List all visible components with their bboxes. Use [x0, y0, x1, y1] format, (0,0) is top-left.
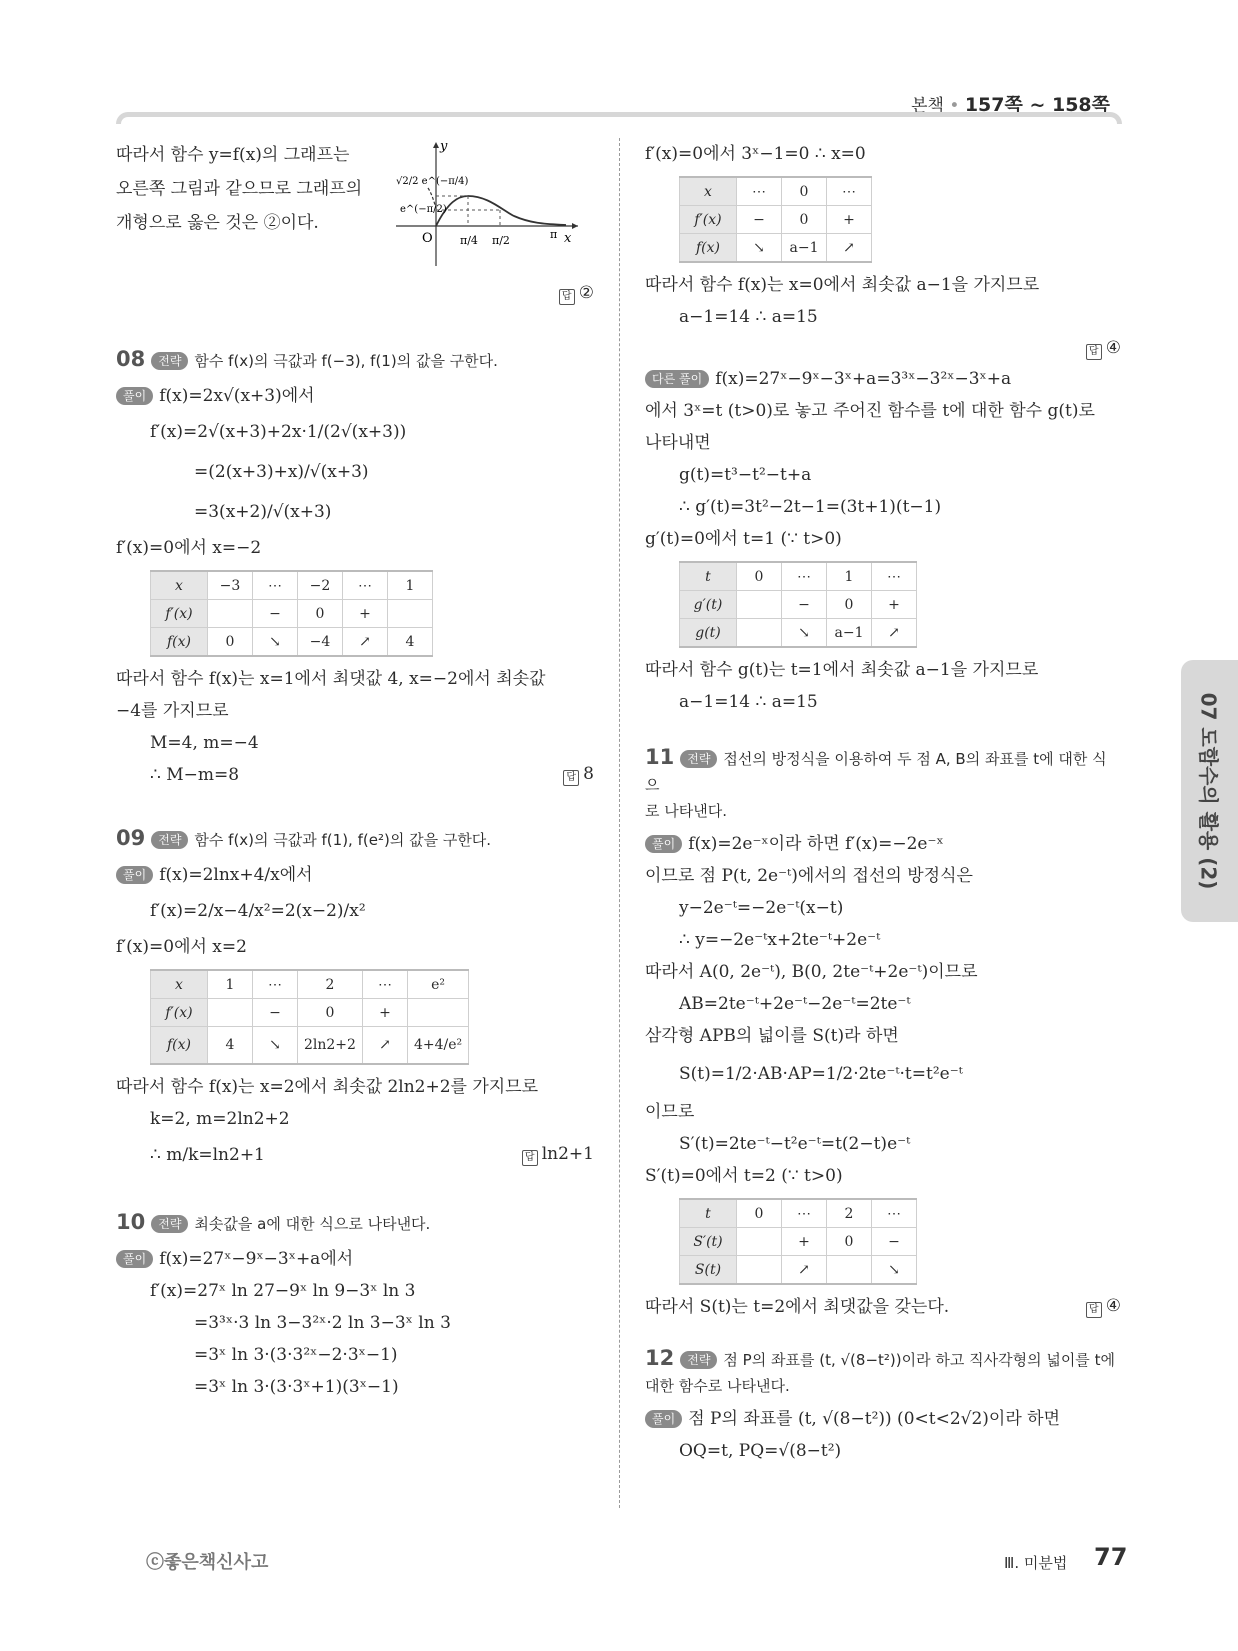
alt-solution-tag: 다른 풀이 [645, 370, 709, 388]
math-line: f′(x)=0에서 x=−2 [116, 538, 262, 558]
table-cell: 1 [388, 571, 433, 600]
table-cell: 0 [782, 177, 827, 206]
math-line: S(t)=1/2·AB·AP=1/2·2te⁻ᵗ·t=t²e⁻ᵗ [679, 1064, 963, 1084]
origin-label: O [422, 231, 433, 246]
solution-text: f(x)=2e⁻ˣ이라 하면 f′(x)=−2e⁻ˣ [688, 834, 944, 854]
text-line: 따라서 함수 f(x)는 x=0에서 최솟값 a−1을 가지므로 [645, 275, 1040, 295]
answer-value: ④ [1105, 1296, 1121, 1316]
y1-label: √2/2 e^(−π/4) [396, 176, 469, 187]
solution-line [116, 859, 594, 891]
table-cell: + [343, 600, 388, 628]
strategy-text: 점 P의 좌표를 (t, √(8−t²))이라 하고 직사각형의 넓이를 t에 [723, 1351, 1115, 1369]
strategy-tag: 전략 [680, 750, 717, 768]
math-line: ∴ m/k=ln2+1 [150, 1145, 265, 1165]
table-cell: + [782, 1228, 827, 1256]
math-line: =3³ˣ·3 ln 3−3²ˣ·2 ln 3−3ˣ ln 3 [194, 1313, 451, 1333]
table-cell: g(t) [680, 619, 737, 648]
table-cell: e² [407, 970, 468, 999]
x-axis-arrow [572, 223, 578, 229]
table-cell: 2 [298, 970, 363, 999]
strategy-text: 함수 f(x)의 극값과 f(1), f(e²)의 값을 구한다. [194, 831, 492, 849]
math-line: ∴ y=−2e⁻ᵗx+2te⁻ᵗ+2e⁻ᵗ [679, 930, 881, 950]
table-cell [827, 1256, 872, 1285]
table-cell: 2ln2+2 [298, 1027, 363, 1065]
math-line: =3ˣ ln 3·(3·3ˣ+1)(3ˣ−1) [194, 1377, 399, 1397]
math-line: f′(x)=0에서 x=2 [116, 937, 247, 957]
table-cell: ⋯ [737, 177, 782, 206]
table-cell [208, 600, 253, 628]
problem-number: 10 [116, 1210, 146, 1234]
problem-number: 12 [645, 1346, 675, 1370]
section-label: Ⅲ. 미분법 [1004, 1554, 1068, 1572]
table-cell: ↘ [253, 1027, 298, 1065]
table-cell [388, 600, 433, 628]
table-cell: − [737, 206, 782, 234]
table-cell: ⋯ [872, 1199, 917, 1228]
answer-icon: 답 [1086, 1302, 1102, 1318]
solution-line [645, 1403, 1121, 1435]
answer-value: ② [578, 283, 594, 303]
table-cell [737, 1256, 782, 1285]
strategy-tag: 전략 [151, 352, 188, 370]
table-cell: 0 [827, 591, 872, 619]
table-cell: x [151, 571, 208, 600]
answer-icon: 답 [1086, 344, 1102, 360]
table-cell: f(x) [680, 234, 737, 263]
table-cell: −3 [208, 571, 253, 600]
table-cell: g′(t) [680, 591, 737, 619]
table-cell: 0 [737, 562, 782, 591]
solution-line [116, 1243, 594, 1275]
problem-number: 11 [645, 745, 675, 769]
curve [436, 196, 566, 226]
table-cell: 4 [208, 1027, 253, 1065]
table-cell: S(t) [680, 1256, 737, 1285]
table-cell: 0 [298, 600, 343, 628]
table-cell: + [872, 591, 917, 619]
table-cell: + [362, 999, 407, 1027]
x-label: x [564, 231, 572, 246]
function-graph [396, 138, 592, 268]
table-cell: f′(x) [680, 206, 737, 234]
table-cell: ⋯ [362, 970, 407, 999]
table-cell: ↗ [343, 628, 388, 657]
intro-line: 오른쪽 그림과 같으므로 그래프의 [116, 179, 363, 199]
table-cell [737, 619, 782, 648]
solution-text: f(x)=27ˣ−9ˣ−3ˣ+a=3³ˣ−3²ˣ−3ˣ+a [715, 369, 1012, 389]
table-cell: − [782, 591, 827, 619]
table-cell: ↗ [827, 234, 872, 263]
solution-tag: 풀이 [116, 1250, 153, 1268]
table-cell: 0 [208, 628, 253, 657]
bullet-dot: • [949, 96, 965, 116]
table-cell: x [680, 177, 737, 206]
problem-10-header [116, 1209, 594, 1237]
table-cell [737, 1228, 782, 1256]
text-line: 따라서 S(t)는 t=2에서 최댓값을 갖는다. [645, 1297, 950, 1317]
table-cell: f′(x) [151, 600, 208, 628]
variation-table [150, 969, 469, 1065]
math-line: AB=2te⁻ᵗ+2e⁻ᵗ−2e⁻ᵗ=2te⁻ᵗ [679, 994, 911, 1014]
y2-label: e^(−π/2) [400, 204, 447, 215]
left-column [116, 138, 594, 1403]
answer-icon: 답 [559, 289, 575, 305]
intro-line: 따라서 함수 y=f(x)의 그래프는 [116, 145, 350, 165]
x1-label: π/4 [460, 234, 478, 247]
math-line: g′(t)=0에서 t=1 (∵ t>0) [645, 529, 842, 549]
answer-07 [116, 278, 594, 308]
table-cell: − [872, 1228, 917, 1256]
ref-prefix: 본책 [911, 96, 944, 116]
math-line: f′(x)=2√(x+3)+2x·1/(2√(x+3)) [150, 422, 407, 442]
x2-label: π/2 [492, 234, 510, 247]
table-cell: a−1 [782, 234, 827, 263]
math-line: S′(t)=0에서 t=2 (∵ t>0) [645, 1166, 843, 1186]
variation-table [150, 570, 433, 657]
solution-text: f(x)=2lnx+4/x에서 [159, 865, 313, 885]
table-cell: − [253, 999, 298, 1027]
variation-table [679, 1198, 917, 1285]
math-line: f′(x)=2/x−4/x²=2(x−2)/x² [150, 901, 366, 921]
intro-line: 개형으로 옳은 것은 ②이다. [116, 213, 319, 233]
text-line: 이므로 [645, 1102, 695, 1122]
table-cell: 0 [827, 1228, 872, 1256]
problem-08-header [116, 346, 594, 374]
math-line: ∴ g′(t)=3t²−2t−1=(3t+1)(t−1) [679, 497, 942, 517]
math-line: k=2, m=2ln2+2 [150, 1109, 290, 1129]
answer-08 [563, 759, 594, 789]
solution-tag: 풀이 [116, 387, 153, 405]
answer-10 [645, 333, 1121, 363]
text-line: 나타내면 [645, 433, 711, 453]
y-axis-arrow [433, 142, 439, 148]
text-line: 따라서 함수 g(t)는 t=1에서 최솟값 a−1을 가지므로 [645, 660, 1039, 680]
table-cell: ↗ [872, 619, 917, 648]
answer-11 [1086, 1291, 1121, 1321]
solution-tag: 풀이 [645, 1410, 682, 1428]
table-cell: 2 [827, 1199, 872, 1228]
strategy-tag: 전략 [151, 831, 188, 849]
text-line: 이므로 점 P(t, 2e⁻ᵗ)에서의 접선의 방정식은 [645, 866, 973, 886]
math-line: f′(x)=0에서 3ˣ−1=0 ∴ x=0 [645, 144, 866, 164]
table-cell: 4+4/e² [407, 1027, 468, 1065]
solution-text: f(x)=27ˣ−9ˣ−3ˣ+a에서 [159, 1249, 354, 1269]
publisher-logo: ⓒ좋은책신사고 [146, 1552, 269, 1573]
answer-icon: 답 [563, 770, 579, 786]
math-line: f′(x)=27ˣ ln 27−9ˣ ln 9−3ˣ ln 3 [150, 1281, 416, 1301]
table-cell: x [151, 970, 208, 999]
problem-number: 09 [116, 826, 146, 850]
table-cell: −4 [298, 628, 343, 657]
table-cell: f′(x) [151, 999, 208, 1027]
strategy-text: 최솟값을 a에 대한 식으로 나타낸다. [194, 1215, 431, 1233]
table-cell: −2 [298, 571, 343, 600]
answer-icon: 답 [522, 1150, 538, 1166]
table-cell [208, 999, 253, 1027]
variation-table [679, 561, 917, 648]
text-line: 에서 3ˣ=t (t>0)로 놓고 주어진 함수를 t에 대한 함수 g(t)로 [645, 401, 1095, 421]
strategy-text: 접선의 방정식을 이용하여 두 점 A, B의 좌표를 t에 대한 식으 [645, 750, 1107, 794]
math-line: =(2(x+3)+x)/√(x+3) [194, 462, 369, 482]
answer-value: ln2+1 [541, 1144, 594, 1164]
solution-line [645, 828, 1121, 860]
strategy-tag: 전략 [680, 1351, 717, 1369]
answer-09 [522, 1139, 594, 1169]
strategy-text: 로 나타낸다. [645, 802, 727, 820]
math-line: y−2e⁻ᵗ=−2e⁻ᵗ(x−t) [679, 898, 844, 918]
solution-text: 점 P의 좌표를 (t, √(8−t²)) (0<t<2√2)이라 하면 [688, 1409, 1061, 1429]
text-line: 삼각형 APB의 넓이를 S(t)라 하면 [645, 1026, 899, 1046]
table-cell: f(x) [151, 628, 208, 657]
table-cell: ⋯ [782, 562, 827, 591]
table-cell: ⋯ [253, 571, 298, 600]
math-line: ∴ M−m=8 [150, 765, 240, 785]
table-cell: 0 [737, 1199, 782, 1228]
math-line: a−1=14 ∴ a=15 [679, 692, 818, 712]
table-cell: − [253, 600, 298, 628]
problem-number: 08 [116, 347, 146, 371]
x3-label: π [550, 228, 558, 241]
table-cell [737, 591, 782, 619]
solution-line [116, 380, 594, 412]
solution-tag: 풀이 [116, 866, 153, 884]
problem-12-header [645, 1345, 1121, 1373]
table-cell: 4 [388, 628, 433, 657]
table-cell: ⋯ [253, 970, 298, 999]
table-cell: ⋯ [343, 571, 388, 600]
ref-range: 157쪽 ~ 158쪽 [964, 94, 1110, 116]
chapter-tab-label: 07 도함수의 활용 (2) [1196, 692, 1220, 890]
solution-tag: 풀이 [645, 835, 682, 853]
math-line: =3(x+2)/√(x+3) [194, 502, 332, 522]
text-line: −4를 가지므로 [116, 701, 229, 721]
math-line: M=4, m=−4 [150, 733, 259, 753]
strategy-text: 함수 f(x)의 극값과 f(−3), f(1)의 값을 구한다. [194, 352, 498, 370]
variation-table [679, 176, 872, 263]
math-line: a−1=14 ∴ a=15 [679, 307, 818, 327]
table-cell: ⋯ [827, 177, 872, 206]
chapter-tab [1181, 660, 1238, 922]
column-divider [619, 138, 620, 1508]
table-cell: ↗ [782, 1256, 827, 1285]
text-line: 따라서 A(0, 2e⁻ᵗ), B(0, 2te⁻ᵗ+2e⁻ᵗ)이므로 [645, 962, 978, 982]
table-cell: ↘ [737, 234, 782, 263]
table-cell: t [680, 1199, 737, 1228]
problem-11-header [645, 744, 1121, 798]
table-cell: ↗ [362, 1027, 407, 1065]
table-cell: 0 [782, 206, 827, 234]
problem-09-header [116, 825, 594, 853]
table-cell: ⋯ [872, 562, 917, 591]
table-cell: S′(t) [680, 1228, 737, 1256]
page-number: 77 [1094, 1543, 1128, 1571]
table-cell: ↘ [253, 628, 298, 657]
math-line: =3ˣ ln 3·(3·3²ˣ−2·3ˣ−1) [194, 1345, 398, 1365]
table-cell: ↘ [782, 619, 827, 648]
answer-value: 8 [583, 764, 594, 784]
alt-solution-line [645, 363, 1121, 395]
table-cell [407, 999, 468, 1027]
text-line: 따라서 함수 f(x)는 x=1에서 최댓값 4, x=−2에서 최솟값 [116, 669, 546, 689]
y-label: y [440, 139, 448, 154]
strategy-tag: 전략 [151, 1215, 188, 1233]
top-rule [116, 112, 1122, 124]
table-cell: ↘ [872, 1256, 917, 1285]
table-cell: 0 [298, 999, 363, 1027]
table-cell: ⋯ [782, 1199, 827, 1228]
answer-value: ④ [1105, 338, 1121, 358]
solution-text: f(x)=2x√(x+3)에서 [159, 386, 315, 406]
right-column [645, 138, 1121, 1467]
table-cell: 1 [208, 970, 253, 999]
table-cell: f(x) [151, 1027, 208, 1065]
table-cell: a−1 [827, 619, 872, 648]
table-cell: 1 [827, 562, 872, 591]
math-line: S′(t)=2te⁻ᵗ−t²e⁻ᵗ=t(2−t)e⁻ᵗ [679, 1134, 911, 1154]
intro-text [116, 138, 386, 240]
strategy-text: 대한 함수로 나타낸다. [645, 1377, 790, 1395]
text-line: 따라서 함수 f(x)는 x=2에서 최솟값 2ln2+2를 가지므로 [116, 1077, 539, 1097]
math-line: OQ=t, PQ=√(8−t²) [679, 1441, 842, 1461]
math-line: g(t)=t³−t²−t+a [679, 465, 812, 485]
table-cell: t [680, 562, 737, 591]
table-cell: + [827, 206, 872, 234]
